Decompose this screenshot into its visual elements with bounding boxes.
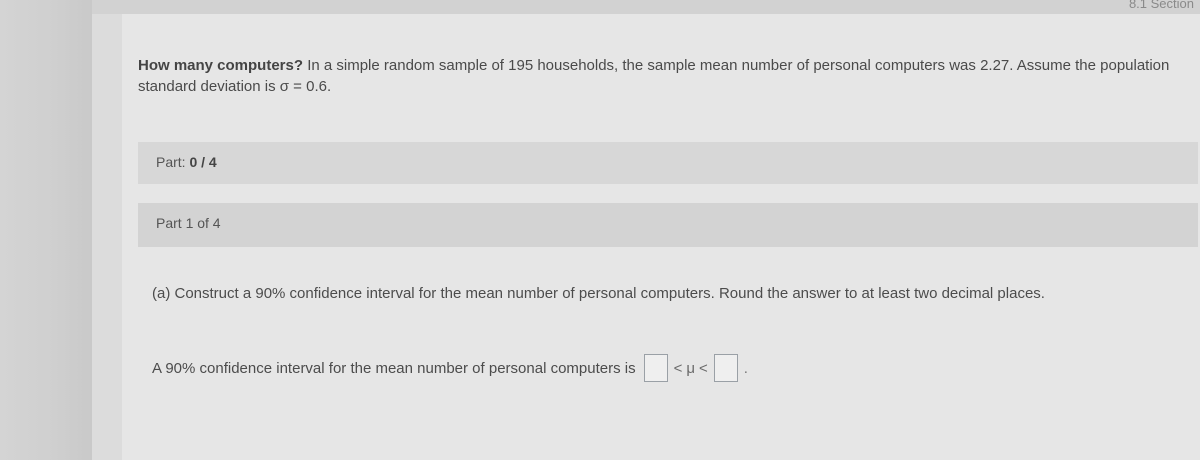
part-header [138, 203, 1198, 247]
question-title: How many computers? [138, 57, 304, 74]
lower-bound-input[interactable] [644, 354, 668, 382]
progress-bar [138, 142, 1198, 184]
part-label: Part 1 of 4 [156, 215, 221, 231]
question-body: In a simple random sample of 195 households, the sample mean number of personal computers was 2.27. Assume the population standard deviation is σ = 0.6. [138, 57, 1170, 95]
question-text [138, 55, 1193, 97]
mu-symbol: μ [686, 359, 696, 377]
answer-prefix: A 90% confidence interval for the mean number of personal computers is [152, 359, 636, 377]
upper-bound-input[interactable] [714, 354, 738, 382]
progress-label: Part: [156, 154, 186, 170]
progress-value: 0 / 4 [189, 154, 217, 170]
answer-suffix: . [743, 359, 748, 377]
answer-line [152, 356, 748, 380]
left-margin [0, 0, 92, 460]
top-strip [0, 0, 1200, 14]
problem-text: (a) Construct a 90% confidence interval for the mean number of personal computers. Round the answer to at least two decimal places. [152, 285, 1045, 302]
section-label: 8.1 Section [1128, 0, 1194, 11]
inequality-right: < [699, 359, 708, 377]
inequality-left: < [673, 359, 683, 377]
progress-text [156, 154, 217, 170]
